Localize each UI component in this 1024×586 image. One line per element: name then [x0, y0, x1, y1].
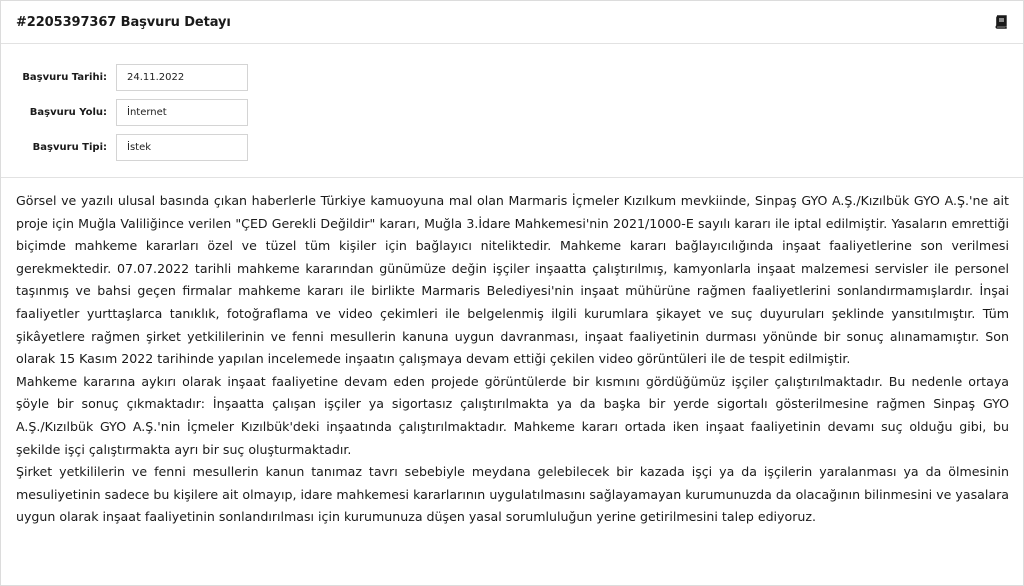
date-label: Başvuru Tarihi:	[22, 72, 107, 83]
type-label: Başvuru Tipi:	[32, 142, 107, 153]
type-field: İstek	[116, 134, 248, 161]
page-title: #2205397367 Başvuru Detayı	[16, 14, 231, 30]
book-icon[interactable]	[993, 14, 1009, 30]
application-meta	[1, 44, 1023, 178]
body-paragraph-2: Mahkeme kararına aykırı olarak inşaat faaliyetine devam eden projede görüntülerde bir kısmını gördüğümüz işçiler çalıştırılmaktadır. Bu nedenle ortaya şöyle bir sonuç çıkmaktadır: İnşaatta çalışan işçiler ya sigortasız çalıştırılmakta ya da başka bir yerde sigortalı gösterilmesine rağmen Sinpaş GYO A.Ş./Kızılbük GYO A.Ş.'nin İçmeler Kızılbük'deki inşaatında çalıştırılmaktadır. Mahkeme kararı ortada iken inşaat faaliyetinin devamı suç olduğu gibi, bu şekilde işçi çalıştırmakta ayrı bir suç oluşturmaktadır.	[16, 373, 1009, 457]
meta-row-date	[1, 60, 1023, 95]
panel-header	[1, 1, 1023, 44]
meta-row-channel	[1, 95, 1023, 130]
application-body	[1, 178, 1023, 529]
channel-field: İnternet	[116, 99, 248, 126]
channel-label: Başvuru Yolu:	[29, 107, 107, 118]
date-field: 24.11.2022	[116, 64, 248, 91]
meta-row-type	[1, 130, 1023, 165]
body-paragraph-3: Şirket yetkililerin ve fenni mesullerin kanun tanımaz tavrı sebebiyle meydana gelebilecek bir kazada işçi ya da işçilerin yaralanması ya da ölmesinin mesuliyetinin sadece bu kişilere ait olmayıp, idare mahkemesi kararlarının uygulatılmasını sağlayamayan kurumunuzda da olacağının bilinmesini ve yasalara uygun olarak inşaat faaliyetinin sonlandırılması için kurumunuza düşen yasal sorumluluğun yerine getirilmesini talep ediyoruz.	[16, 464, 1009, 525]
body-paragraph-1: Görsel ve yazılı ulusal basında çıkan haberlerle Türkiye kamuoyuna mal olan Marmaris İçmeler Kızılkum mevkiinde, Sinpaş GYO A.Ş./Kızılbük GYO A.Ş.'ne ait proje için Muğla Valiliğince verilen "ÇED Gerekli Değildir" kararı, Muğla 3.İdare Mahkemesi'nin 2021/1000-E sayılı kararı ile iptal edilmiştir. Yasaların emrettiği biçimde mahkeme kararları özel ve tüzel tüm kişiler için bağlayıcı niteliktedir. Mahkeme kararı bağlayıcılığında inşaat faaliyetlerine son verilmesi gerekmektedir. 07.07.2022 tarihli mahkeme kararından günümüze değin işçiler inşaatta çalıştırılmış, kamyonlarla inşaat malzemesi servisler ile personel taşınmış ve bahsi geçen firmalar mahkeme kararı ile birlikte Marmaris Belediyesi'nin inşaat mühürüne rağmen faaliyetlerini sonlandırmamışlardır. İnşai faaliyetler yurttaşlarca tanıklık, fotoğraflama ve video çekimleri ile belgelenmiş ilgili kurumlara şikayet ve suç duyuruları şeklinde yansıtılmıştır. Tüm şikâyetlere rağmen şirket yetkililerinin ve fenni mesullerin kanuna uygun davranması, inşaat faaliyetinin durması yönünde bir sonuç alınamamıştır. Son olarak 15 Kasım 2022 tarihinde yapılan incelemede inşaatın çalışmaya devam ettiği çekilen video görüntüleri ile de tespit edilmiştir.	[16, 193, 1009, 367]
